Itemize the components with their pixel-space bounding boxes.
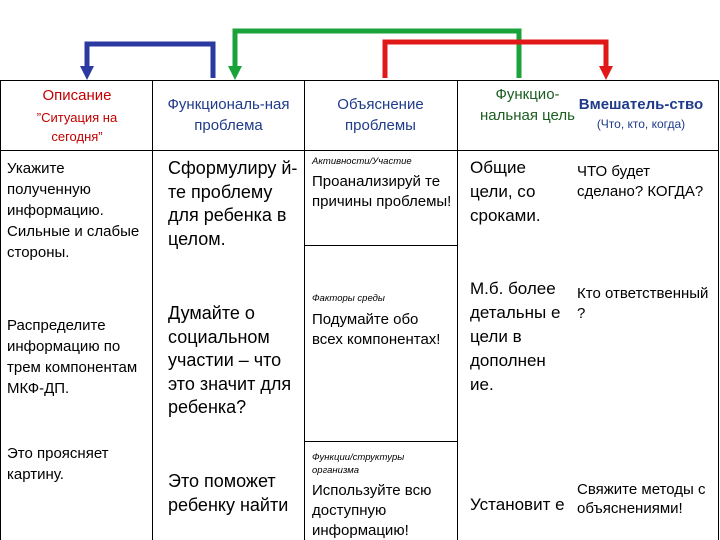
col5-title: Вмешатель-ство <box>578 96 704 113</box>
connector-arrows <box>0 0 720 80</box>
col5-subtitle: (Что, кто, когда) <box>596 117 686 131</box>
col4-block-1: Общие цели, со сроками. <box>470 158 541 225</box>
col4-block-2: М.б. более детальны е цели в дополнен ие. <box>470 279 561 394</box>
col2-block-3: Это поможет ребенку найти <box>168 471 289 515</box>
col1-header <box>2 86 152 146</box>
blue-arrowhead <box>80 66 94 80</box>
red-arrow <box>385 42 606 78</box>
green-arrowhead <box>228 66 242 80</box>
col4-block-3: Установит е <box>470 495 565 514</box>
col3-text-3: Используйте всю доступную информацию! <box>312 482 432 539</box>
green-arrow <box>235 31 519 78</box>
col2-block-2: Думайте о социальном участии – что это значит для ребенка? <box>168 303 292 417</box>
blue-arrow <box>87 44 213 78</box>
col1-block-1: Укажите полученную информацию. Сильные и слабые стороны. <box>7 160 140 261</box>
col5-block-1: ЧТО будет сделано? КОГДА? <box>577 163 704 200</box>
col3-label-3: Функции/структуры организма <box>312 452 405 476</box>
col4-header: Функцио-нальная цель <box>480 86 575 124</box>
col3-header: Объяснение проблемы <box>337 96 424 134</box>
col3-label-2: Факторы среды <box>312 293 385 304</box>
red-arrowhead <box>599 66 613 80</box>
col5-block-3: Свяжите методы с объяснениями! <box>577 481 706 517</box>
col5-block-2: Кто ответственный ? <box>577 285 709 322</box>
col1-block-3: Это проясняет картину. <box>7 445 109 483</box>
col1-title: Описание <box>42 87 112 104</box>
column-divider <box>152 80 153 540</box>
col2-header: Функциональ-ная проблема <box>167 96 290 134</box>
col1-block-2: Распределите информацию по трем компонентам МКФ-ДП. <box>7 317 138 397</box>
col3-text-2: Подумайте обо всех компонентах! <box>312 311 441 348</box>
header-divider <box>0 150 719 151</box>
col5-header <box>562 96 720 131</box>
section-divider <box>304 245 457 246</box>
column-divider <box>457 80 458 540</box>
col3-text-1: Проанализируй те причины проблемы! <box>312 173 452 210</box>
column-divider <box>304 80 305 540</box>
section-divider <box>304 441 457 442</box>
col1-subtitle: ”Ситуация на сегодня” <box>36 110 118 144</box>
col3-label-1: Активности/Участие <box>312 156 412 167</box>
col2-block-1: Сформулиру й-те проблему для ребенка в целом. <box>168 158 298 249</box>
